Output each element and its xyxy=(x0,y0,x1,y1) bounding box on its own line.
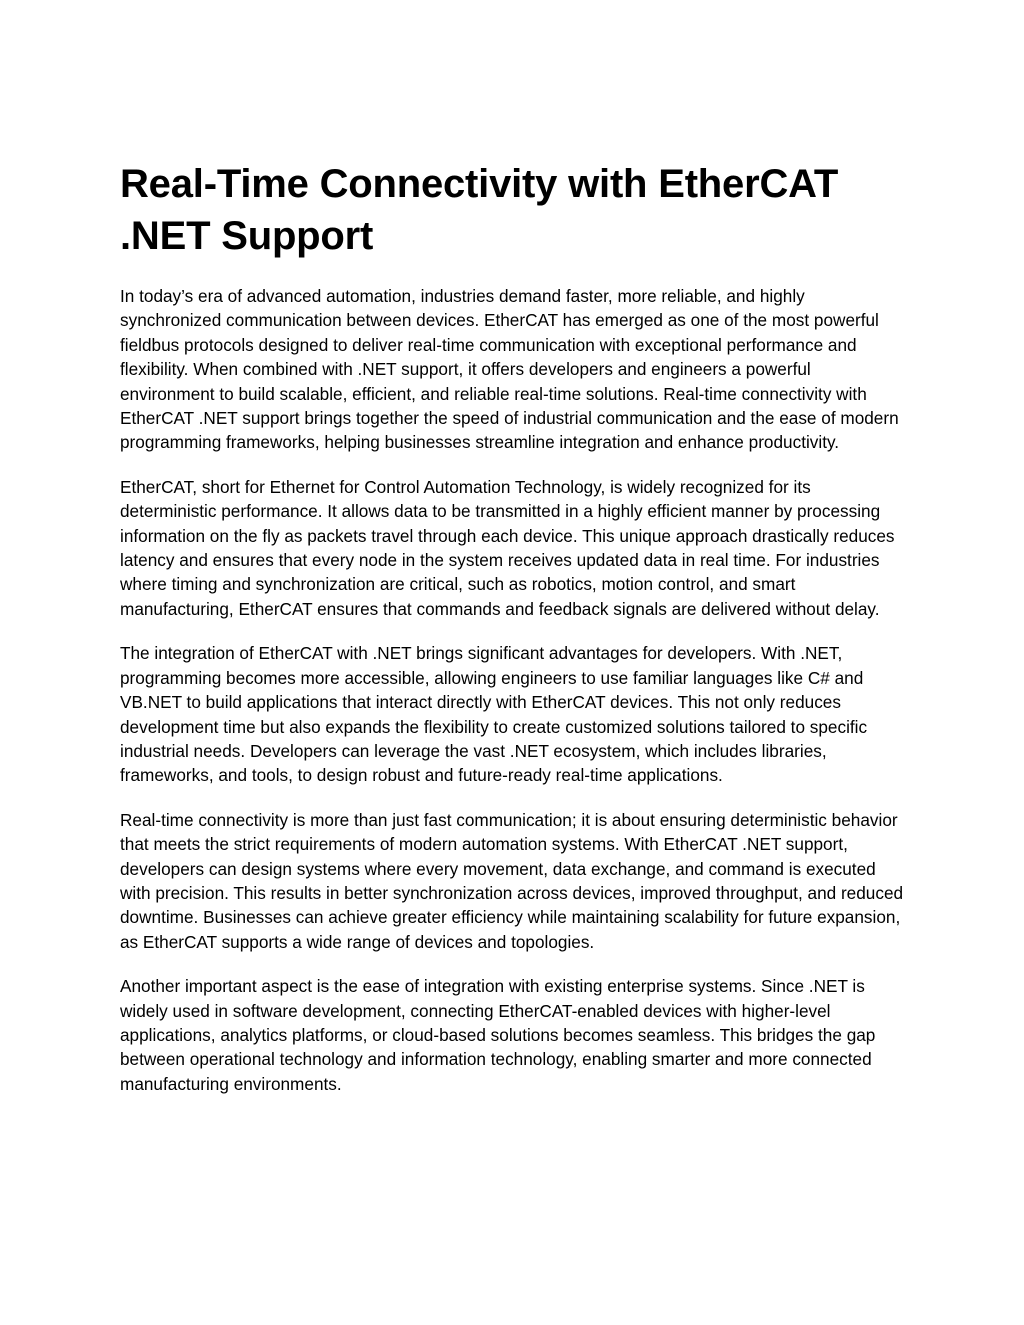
paragraph-realtime-connectivity: Real-time connectivity is more than just fast communication; it is about ensuring deterministic behavior that meets the strict requirements of modern automation systems. With EtherCAT .NET support, developers can design systems where every movement, data exchange, and command is executed with precision. This results in better synchronization across devices, improved throughput, and reduced downtime. Businesses can achieve greater efficiency while maintaining scalability for future expansion, as EtherCAT supports a wide range of devices and topologies. xyxy=(120,809,904,952)
page-title: Real-Time Connectivity with EtherCAT .NET Support xyxy=(120,162,839,258)
paragraph-ethercat-overview: EtherCAT, short for Ethernet for Control Automation Technology, is widely recognized for its deterministic performance. It allows data to be transmitted in a highly efficient manner by processing information on the fly as packets travel through each device. This unique approach drastically reduces latency and ensures that every node in the system receives updated data in real time. For industries where timing and synchronization are critical, such as robotics, motion control, and smart manufacturing, EtherCAT ensures that commands and feedback signals are delivered without delay. xyxy=(120,476,895,619)
paragraph-intro: In today’s era of advanced automation, industries demand faster, more reliable, and highly synchronized communication between devices. EtherCAT has emerged as one of the most powerful fieldbus protocols designed to deliver real-time communication with exceptional performance and flexibility. When combined with .NET support, it offers developers and engineers a powerful environment to build scalable, efficient, and reliable real-time solutions. Real-time connectivity with EtherCAT .NET support brings together the speed of industrial communication and the ease of modern programming frameworks, helping businesses streamline integration and enhance productivity. xyxy=(120,286,899,453)
document-page xyxy=(120,158,910,1116)
paragraph-dotnet-integration: The integration of EtherCAT with .NET brings significant advantages for developers. With .NET, programming becomes more accessible, allowing engineers to use familiar languages like C# and VB.NET to build applications that interact directly with EtherCAT devices. This not only reduces development time but also expands the flexibility to create customized solutions tailored to specific industrial needs. Developers can leverage the vast .NET ecosystem, which includes libraries, frameworks, and tools, to design robust and future-ready real-time applications. xyxy=(120,643,868,786)
paragraph-enterprise-integration: Another important aspect is the ease of integration with existing enterprise systems. Since .NET is widely used in software development, connecting EtherCAT-enabled devices with higher-level applications, analytics platforms, or cloud-based solutions becomes seamless. This bridges the gap between operational technology and information technology, enabling smarter and more connected manufacturing environments. xyxy=(120,976,876,1094)
document-body xyxy=(120,284,910,1096)
